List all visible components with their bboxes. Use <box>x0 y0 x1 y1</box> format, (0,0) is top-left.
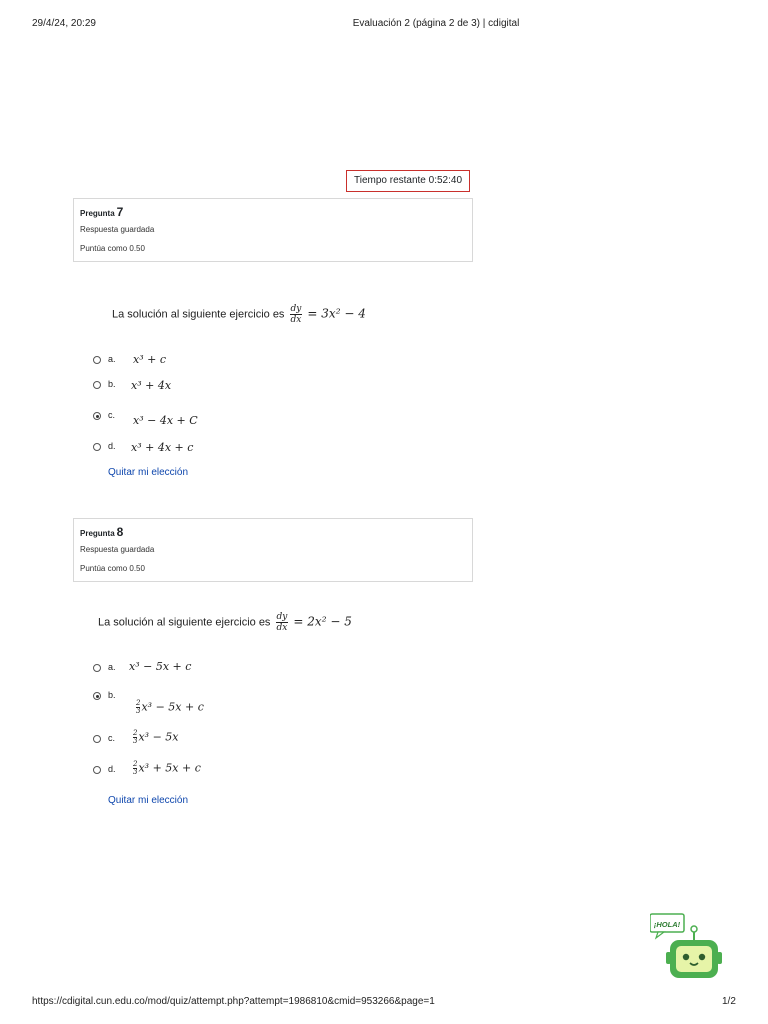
question-info-8 <box>73 518 473 582</box>
radio-button-selected[interactable] <box>93 412 101 420</box>
option-math: $\frac{2}{3}$ x³ + 5x + c <box>133 760 201 776</box>
radio-button[interactable] <box>93 664 101 672</box>
option-letter: c. <box>108 733 116 743</box>
derivative-fraction: $\frac{dy}{dx}$ <box>276 612 288 633</box>
print-page-title: Evaluación 2 (página 2 de 3) | cdigital <box>352 18 520 29</box>
option-letter: b. <box>108 379 116 389</box>
option-math: x³ − 5x + c <box>129 660 192 673</box>
option-math: x³ + 4x + c <box>131 441 194 454</box>
option-math: $\frac{2}{3}$ x³ − 5x <box>133 729 179 745</box>
radio-button[interactable] <box>93 766 101 774</box>
option-math: x³ − 4x + C <box>133 414 198 427</box>
clear-choice-link-7[interactable]: Quitar mi elección <box>108 467 189 478</box>
option-letter: a. <box>108 662 116 672</box>
option-letter: a. <box>108 354 116 364</box>
question-info-7 <box>73 198 473 262</box>
question-equation: = 2x² − 5 <box>293 614 352 629</box>
question-number: 8 <box>116 525 124 539</box>
question-state: Respuesta guardada <box>80 225 155 234</box>
clear-choice-link-8[interactable]: Quitar mi elección <box>108 795 189 806</box>
option-letter: d. <box>108 764 116 774</box>
print-datetime: 29/4/24, 20:29 <box>32 18 96 29</box>
question-prompt: La solución al siguiente ejercicio es <box>112 308 285 321</box>
question-text-7 <box>112 304 366 325</box>
radio-button[interactable] <box>93 381 101 389</box>
question-grade: Puntúa como 0.50 <box>80 564 145 573</box>
question-prompt: La solución al siguiente ejercicio es <box>98 616 271 629</box>
question-state: Respuesta guardada <box>80 545 155 554</box>
option-letter: d. <box>108 441 116 451</box>
question-number-label: Pregunta 8 <box>80 525 124 539</box>
option-letter: b. <box>108 690 116 700</box>
question-equation: = 3x² − 4 <box>307 306 366 321</box>
radio-button[interactable] <box>93 443 101 451</box>
option-letter: c. <box>108 410 116 420</box>
option-math: x³ + 4x <box>131 379 172 392</box>
derivative-fraction: $\frac{dy}{dx}$ <box>290 304 302 325</box>
question-grade: Puntúa como 0.50 <box>80 244 145 253</box>
radio-button[interactable] <box>93 356 101 364</box>
chatbot-greeting: ¡HOLA! <box>653 920 681 929</box>
question-number: 7 <box>116 205 124 219</box>
radio-button-selected[interactable] <box>93 692 101 700</box>
robot-icon <box>650 912 730 982</box>
print-page-number: 1/2 <box>722 996 736 1007</box>
print-url: https://cdigital.cun.edu.co/mod/quiz/attempt.php?attempt=1986810&cmid=953266&page=1 <box>32 996 435 1007</box>
time-remaining-box: Tiempo restante 0:52:40 <box>346 170 470 192</box>
question-text-8 <box>98 612 352 633</box>
option-math: $\frac{2}{3}$ x³ − 5x + c <box>136 699 204 715</box>
chatbot-widget[interactable] <box>650 912 730 982</box>
option-math: x³ + c <box>133 353 166 366</box>
question-number-label: Pregunta 7 <box>80 205 124 219</box>
radio-button[interactable] <box>93 735 101 743</box>
